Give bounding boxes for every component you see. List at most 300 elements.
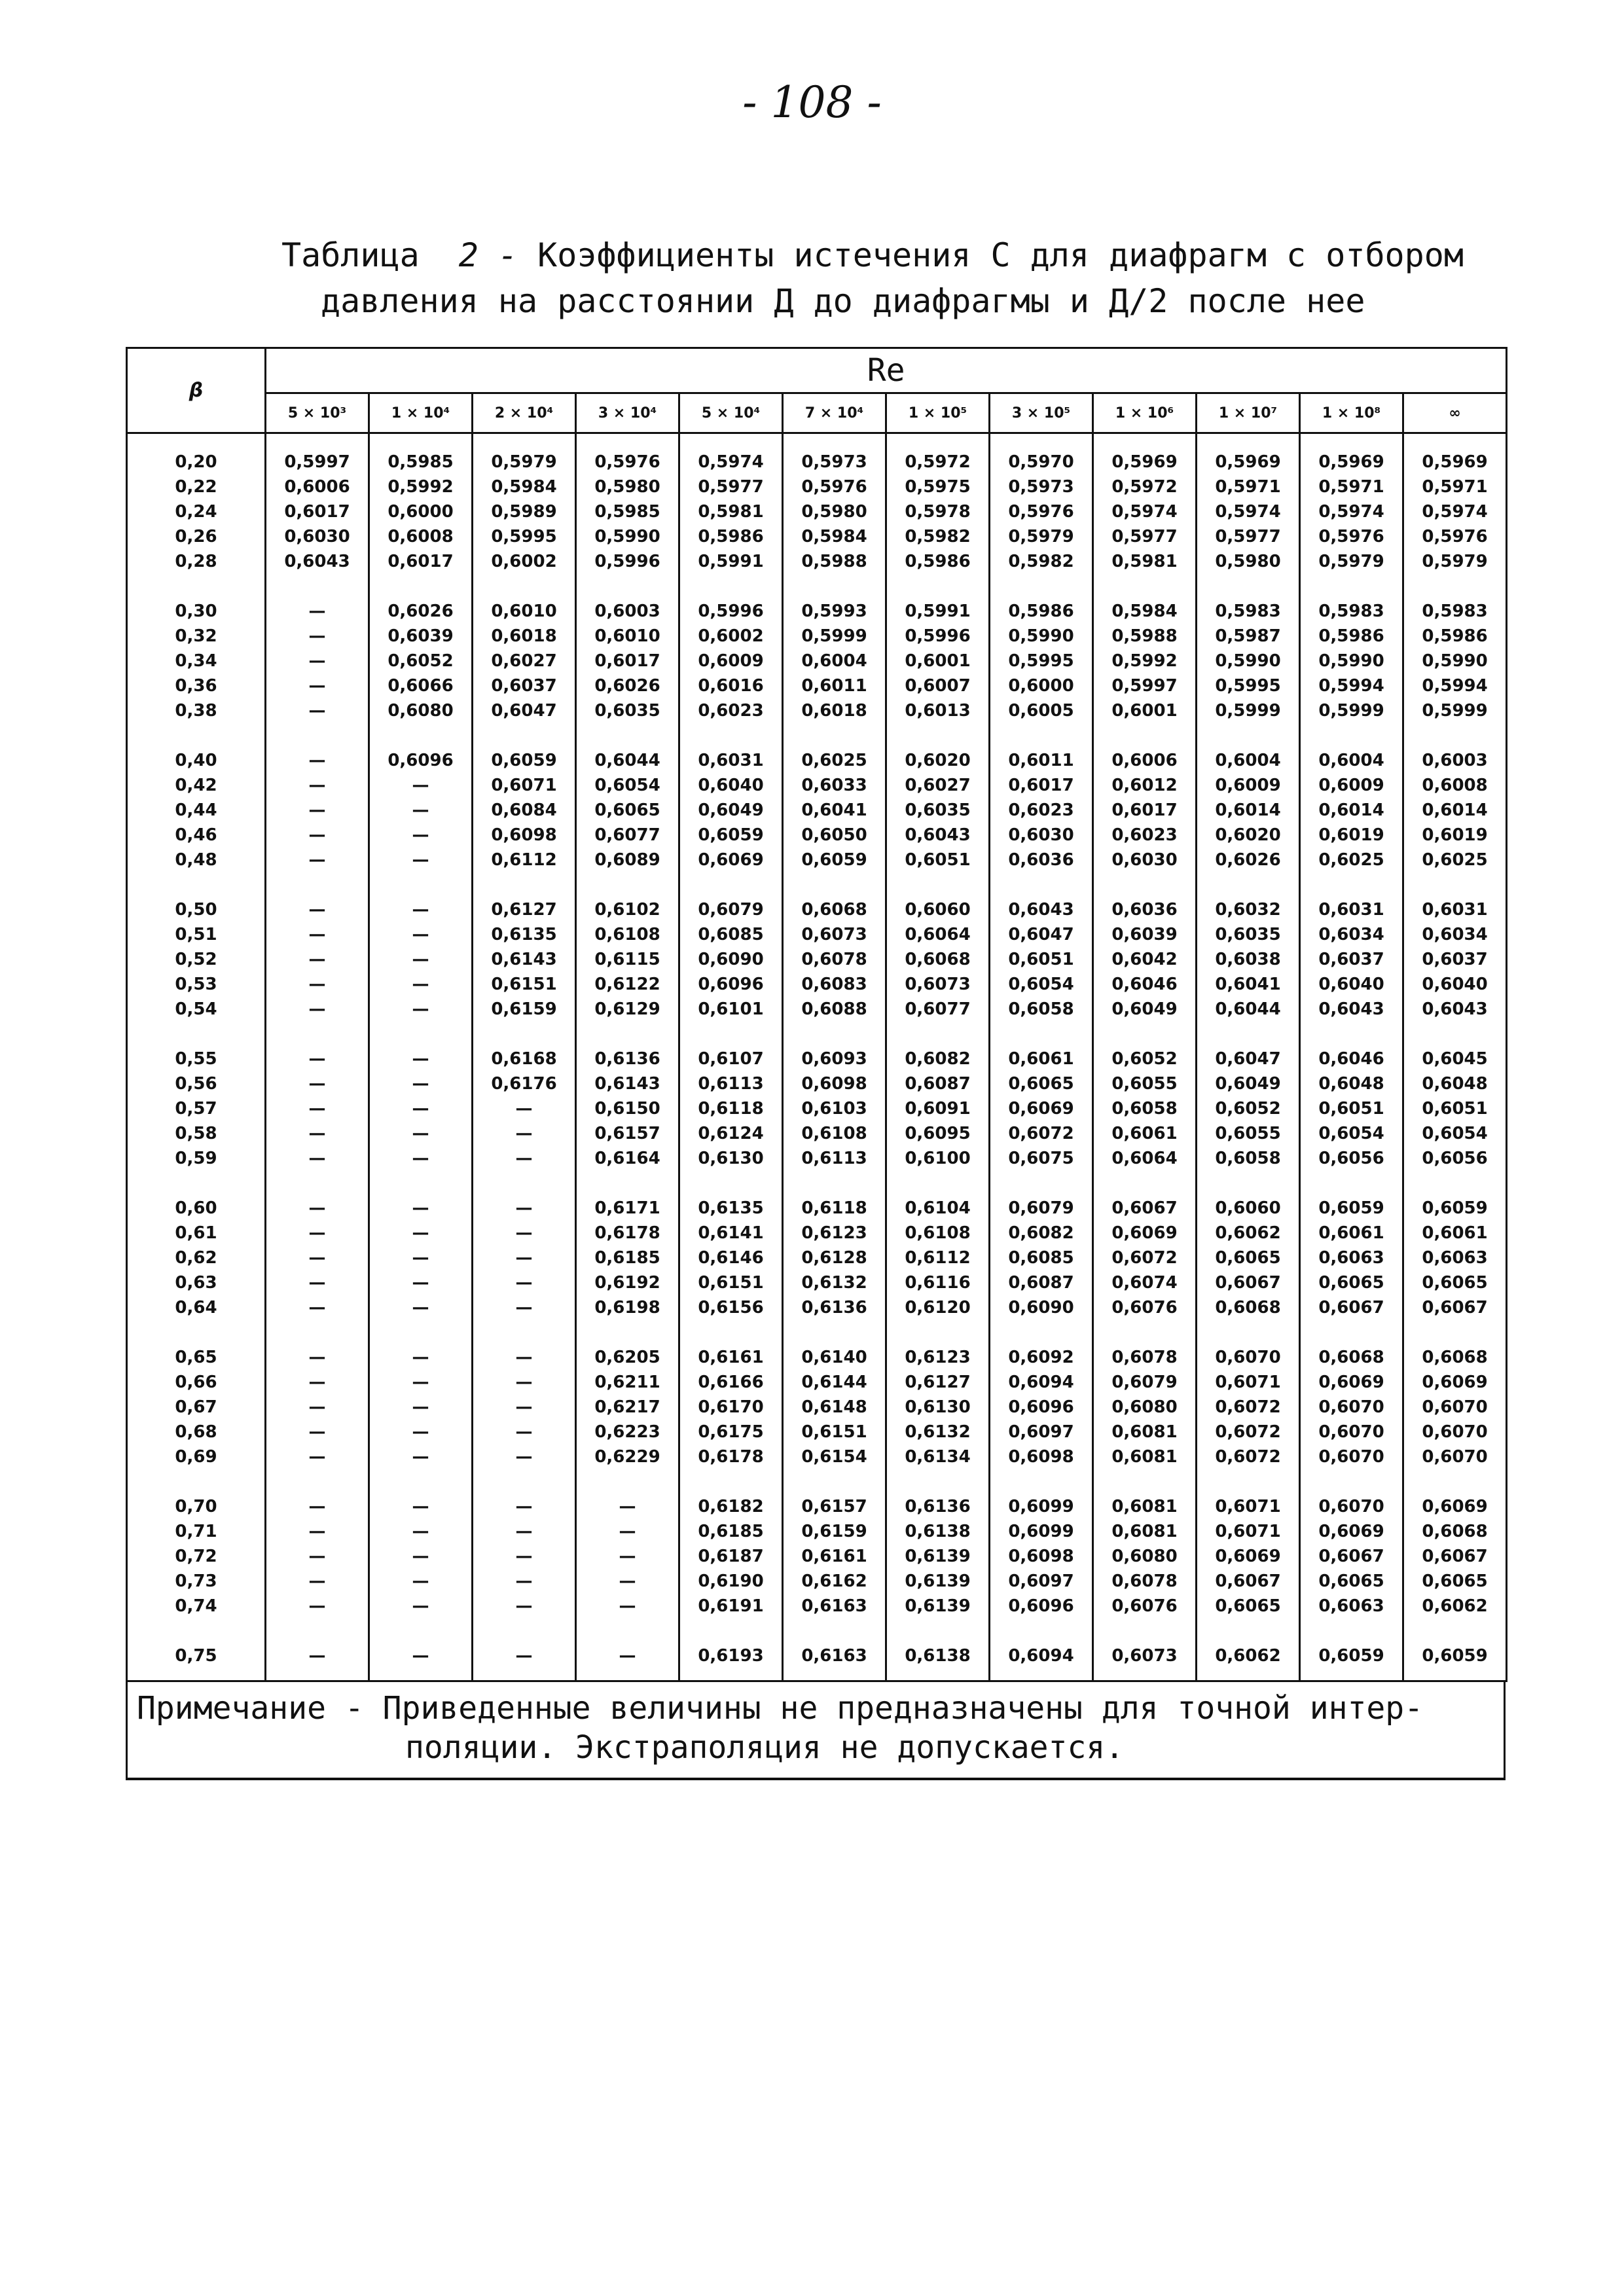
coefficient-cell: — <box>369 1071 473 1096</box>
coefficient-cell: 0,6047 <box>473 698 576 723</box>
coefficient-cell: 0,6166 <box>679 1370 783 1395</box>
coefficient-cell: — <box>473 1146 576 1171</box>
coefficient-cell: 0,6107 <box>679 1022 783 1071</box>
coefficient-cell: 0,5974 <box>1093 499 1197 524</box>
coefficient-cell: 0,6007 <box>886 673 990 698</box>
coefficient-cell: 0,6019 <box>1300 823 1403 848</box>
coefficient-cell: 0,5983 <box>1197 574 1300 624</box>
beta-cell: 0,56 <box>127 1071 266 1096</box>
table-row <box>127 649 1507 673</box>
coefficient-cell: 0,5996 <box>886 624 990 649</box>
coefficient-cell: 0,6034 <box>1403 922 1507 947</box>
coefficient-cell: 0,5969 <box>1093 433 1197 475</box>
coefficient-cell: 0,6054 <box>1300 1121 1403 1146</box>
coefficient-cell: 0,6065 <box>1403 1569 1507 1594</box>
coefficient-cell: — <box>266 673 369 698</box>
coefficient-cell: 0,5999 <box>1197 698 1300 723</box>
coefficient-cell: 0,6067 <box>1197 1270 1300 1295</box>
table-row <box>127 1519 1507 1544</box>
coefficient-cell: 0,6040 <box>1300 972 1403 997</box>
coefficient-cell: 0,6017 <box>369 549 473 574</box>
coefficient-cell: 0,6058 <box>1093 1096 1197 1121</box>
coefficient-cell: — <box>473 1320 576 1370</box>
coefficient-cell: — <box>266 1544 369 1569</box>
coefficient-cell: 0,6061 <box>990 1022 1093 1071</box>
coefficient-cell: 0,6059 <box>783 848 886 872</box>
coefficient-cell: 0,6171 <box>576 1171 679 1221</box>
coefficient-cell: 0,6026 <box>369 574 473 624</box>
coefficient-cell: 0,6124 <box>679 1121 783 1146</box>
beta-cell: 0,74 <box>127 1594 266 1619</box>
coefficient-cell: 0,5979 <box>990 524 1093 549</box>
coefficient-cell: 0,6075 <box>990 1146 1093 1171</box>
coefficient-cell: 0,6070 <box>1403 1420 1507 1444</box>
coefficient-cell: 0,6016 <box>679 673 783 698</box>
coefficient-cell: 0,5969 <box>1403 433 1507 475</box>
coefficient-cell: 0,6046 <box>1093 972 1197 997</box>
table-row <box>127 1569 1507 1594</box>
table-row <box>127 1295 1507 1320</box>
table-row <box>127 1121 1507 1146</box>
coefficient-cell: 0,6065 <box>576 798 679 823</box>
coefficient-cell: 0,6002 <box>679 624 783 649</box>
beta-cell: 0,62 <box>127 1246 266 1270</box>
coefficient-cell: 0,6098 <box>473 823 576 848</box>
coefficient-cell: 0,6025 <box>1300 848 1403 872</box>
coefficient-cell: 0,5978 <box>886 499 990 524</box>
coefficient-cell: 0,6060 <box>1197 1171 1300 1221</box>
re-group-header: Re <box>266 348 1507 393</box>
coefficient-cell: 0,6191 <box>679 1594 783 1619</box>
coefficient-cell: 0,6063 <box>1403 1246 1507 1270</box>
re-column-header: 1 × 10⁸ <box>1300 393 1403 433</box>
beta-cell: 0,55 <box>127 1022 266 1071</box>
coefficient-cell: 0,6076 <box>1093 1594 1197 1619</box>
coefficient-cell: 0,6001 <box>886 649 990 673</box>
coefficient-cell: 0,6045 <box>1403 1022 1507 1071</box>
coefficient-cell: 0,6139 <box>886 1544 990 1569</box>
coefficient-cell: — <box>369 1420 473 1444</box>
coefficient-cell: 0,5997 <box>266 433 369 475</box>
coefficient-cell: 0,6026 <box>576 673 679 698</box>
coefficient-cell: 0,6031 <box>1403 872 1507 922</box>
beta-cell: 0,50 <box>127 872 266 922</box>
coefficient-cell: 0,6080 <box>1093 1395 1197 1420</box>
beta-cell: 0,70 <box>127 1469 266 1519</box>
coefficient-cell: 0,6082 <box>990 1221 1093 1246</box>
beta-cell: 0,26 <box>127 524 266 549</box>
coefficient-cell: 0,6018 <box>473 624 576 649</box>
coefficient-cell: 0,5992 <box>1093 649 1197 673</box>
coefficient-cell: 0,6089 <box>576 848 679 872</box>
coefficient-cell: — <box>473 1370 576 1395</box>
coefficient-cell: 0,5986 <box>886 549 990 574</box>
coefficient-cell: 0,6083 <box>783 972 886 997</box>
coefficient-cell: 0,6056 <box>1300 1146 1403 1171</box>
coefficient-cell: 0,6059 <box>1300 1619 1403 1681</box>
coefficient-cell: 0,6030 <box>1093 848 1197 872</box>
coefficient-cell: 0,6097 <box>990 1569 1093 1594</box>
coefficient-cell: 0,5995 <box>1197 673 1300 698</box>
coefficient-cell: 0,6050 <box>783 823 886 848</box>
coefficient-cell: 0,6025 <box>783 723 886 773</box>
coefficient-cell: 0,6123 <box>886 1320 990 1370</box>
coefficient-cell: 0,5972 <box>1093 475 1197 499</box>
coefficient-cell: — <box>266 1121 369 1146</box>
coefficient-cell: 0,6178 <box>576 1221 679 1246</box>
coefficient-cell: 0,6103 <box>783 1096 886 1121</box>
coefficient-cell: 0,6079 <box>990 1171 1093 1221</box>
coefficient-cell: — <box>369 1320 473 1370</box>
coefficient-cell: 0,6094 <box>990 1370 1093 1395</box>
coefficient-cell: 0,6127 <box>473 872 576 922</box>
coefficient-cell: 0,6063 <box>1300 1246 1403 1270</box>
coefficient-cell: — <box>266 574 369 624</box>
coefficient-cell: 0,6020 <box>1197 823 1300 848</box>
table-row <box>127 1270 1507 1295</box>
coefficient-cell: 0,6151 <box>473 972 576 997</box>
beta-cell: 0,22 <box>127 475 266 499</box>
table-row <box>127 1444 1507 1469</box>
coefficient-cell: — <box>369 1146 473 1171</box>
coefficient-cell: — <box>473 1519 576 1544</box>
coefficient-cell: 0,6003 <box>576 574 679 624</box>
coefficient-cell: 0,6023 <box>1093 823 1197 848</box>
coefficient-cell: 0,5994 <box>1300 673 1403 698</box>
coefficient-cell: — <box>266 848 369 872</box>
re-column-header: ∞ <box>1403 393 1507 433</box>
coefficient-cell: — <box>266 1444 369 1469</box>
coefficient-cell: 0,6059 <box>1403 1171 1507 1221</box>
table-row <box>127 773 1507 798</box>
coefficient-cell: 0,6067 <box>1197 1569 1300 1594</box>
coefficient-cell: 0,6143 <box>576 1071 679 1096</box>
coefficient-cell: 0,6017 <box>990 773 1093 798</box>
table-row <box>127 798 1507 823</box>
coefficient-cell: 0,6065 <box>990 1071 1093 1096</box>
coefficient-cell: 0,6136 <box>576 1022 679 1071</box>
coefficient-cell: 0,6144 <box>783 1370 886 1395</box>
coefficient-cell: 0,6136 <box>783 1295 886 1320</box>
coefficient-cell: 0,5990 <box>576 524 679 549</box>
coefficient-cell: 0,6076 <box>1093 1295 1197 1320</box>
coefficient-cell: 0,5976 <box>1300 524 1403 549</box>
coefficient-cell: 0,5969 <box>1197 433 1300 475</box>
coefficient-cell: — <box>369 1270 473 1295</box>
beta-cell: 0,71 <box>127 1519 266 1544</box>
coefficient-cell: 0,6069 <box>1197 1544 1300 1569</box>
coefficient-cell: 0,5982 <box>886 524 990 549</box>
coefficient-cell: 0,5971 <box>1300 475 1403 499</box>
coefficient-cell: 0,6000 <box>369 499 473 524</box>
coefficient-cell: — <box>266 922 369 947</box>
coefficient-cell: 0,6088 <box>783 997 886 1022</box>
coefficient-cell: 0,6098 <box>990 1544 1093 1569</box>
coefficient-cell: 0,6130 <box>886 1395 990 1420</box>
coefficient-cell: 0,6047 <box>1197 1022 1300 1071</box>
coefficient-cell: 0,6037 <box>473 673 576 698</box>
table-row <box>127 848 1507 872</box>
coefficient-cell: 0,5985 <box>369 433 473 475</box>
coefficient-cell: 0,6064 <box>1093 1146 1197 1171</box>
coefficient-cell: 0,6084 <box>473 798 576 823</box>
coefficient-cell: 0,6072 <box>1197 1444 1300 1469</box>
re-column-header-row <box>127 393 1507 433</box>
coefficient-cell: 0,5991 <box>679 549 783 574</box>
coefficient-cell: 0,6099 <box>990 1469 1093 1519</box>
coefficient-cell: 0,6023 <box>990 798 1093 823</box>
coefficient-cell: 0,6061 <box>1093 1121 1197 1146</box>
coefficient-cell: 0,6067 <box>1093 1171 1197 1221</box>
coefficient-cell: — <box>266 872 369 922</box>
table-row <box>127 1370 1507 1395</box>
coefficient-cell: 0,6030 <box>990 823 1093 848</box>
coefficient-cell: 0,6044 <box>1197 997 1300 1022</box>
coefficient-cell: — <box>473 1221 576 1246</box>
coefficient-cell: 0,6139 <box>886 1594 990 1619</box>
coefficient-cell: — <box>266 624 369 649</box>
coefficient-cell: 0,6154 <box>783 1444 886 1469</box>
coefficient-cell: 0,6062 <box>1403 1594 1507 1619</box>
coefficient-cell: 0,6068 <box>1403 1519 1507 1544</box>
coefficient-cell: 0,6014 <box>1197 798 1300 823</box>
coefficient-cell: 0,6135 <box>679 1171 783 1221</box>
coefficient-cell: 0,6023 <box>679 698 783 723</box>
beta-cell: 0,36 <box>127 673 266 698</box>
coefficient-cell: — <box>266 723 369 773</box>
coefficient-cell: 0,6041 <box>1197 972 1300 997</box>
coefficient-cell: 0,6113 <box>679 1071 783 1096</box>
coefficient-cell: 0,6091 <box>886 1096 990 1121</box>
coefficient-cell: 0,6099 <box>990 1519 1093 1544</box>
table-row <box>127 1420 1507 1444</box>
coefficient-cell: 0,6087 <box>990 1270 1093 1295</box>
coefficient-cell: — <box>266 1022 369 1071</box>
coefficient-cell: — <box>266 1096 369 1121</box>
coefficient-cell: 0,6006 <box>1093 723 1197 773</box>
coefficient-cell: 0,5995 <box>990 649 1093 673</box>
coefficient-cell: 0,6010 <box>473 574 576 624</box>
table-row <box>127 823 1507 848</box>
re-column-header: 2 × 10⁴ <box>473 393 576 433</box>
beta-cell: 0,67 <box>127 1395 266 1420</box>
coefficient-cell: 0,6039 <box>1093 922 1197 947</box>
coefficient-cell: 0,6080 <box>369 698 473 723</box>
table-caption <box>281 232 1512 324</box>
coefficient-cell: 0,6146 <box>679 1246 783 1270</box>
coefficient-cell: 0,5974 <box>1300 499 1403 524</box>
coefficient-cell: 0,6102 <box>576 872 679 922</box>
coefficient-cell: 0,6036 <box>990 848 1093 872</box>
beta-cell: 0,42 <box>127 773 266 798</box>
coefficient-cell: 0,6059 <box>1300 1171 1403 1221</box>
coefficient-cell: 0,6055 <box>1093 1071 1197 1096</box>
coefficient-cell: 0,6066 <box>369 673 473 698</box>
coefficient-cell: 0,6092 <box>990 1320 1093 1370</box>
beta-cell: 0,57 <box>127 1096 266 1121</box>
coefficient-cell: 0,6157 <box>783 1469 886 1519</box>
coefficient-cell: 0,6065 <box>1300 1270 1403 1295</box>
coefficient-cell: 0,6014 <box>1403 798 1507 823</box>
coefficient-cell: 0,5984 <box>1093 574 1197 624</box>
coefficient-cell: 0,6112 <box>886 1246 990 1270</box>
coefficient-cell: 0,6071 <box>473 773 576 798</box>
coefficient-cell: — <box>473 1395 576 1420</box>
coefficient-cell: 0,5994 <box>1403 673 1507 698</box>
coefficient-cell: 0,6032 <box>1197 872 1300 922</box>
coefficient-cell: 0,6198 <box>576 1295 679 1320</box>
coefficient-cell: 0,6006 <box>266 475 369 499</box>
coefficient-cell: 0,6009 <box>679 649 783 673</box>
coefficient-cell: 0,5988 <box>783 549 886 574</box>
coefficient-cell: 0,6151 <box>783 1420 886 1444</box>
coefficient-cell: 0,6027 <box>473 649 576 673</box>
coefficient-cell: 0,6031 <box>679 723 783 773</box>
coefficient-cell: — <box>576 1469 679 1519</box>
coefficient-cell: 0,6108 <box>886 1221 990 1246</box>
coefficient-cell: 0,6079 <box>1093 1370 1197 1395</box>
coefficient-cell: 0,6078 <box>1093 1569 1197 1594</box>
coefficient-cell: 0,6157 <box>576 1121 679 1146</box>
coefficient-cell: 0,6031 <box>1300 872 1403 922</box>
coefficient-cell: 0,6018 <box>783 698 886 723</box>
coefficient-cell: 0,6070 <box>1403 1395 1507 1420</box>
coefficient-cell: 0,5973 <box>783 433 886 475</box>
coefficient-cell: — <box>266 698 369 723</box>
coefficient-cell: — <box>266 997 369 1022</box>
coefficient-cell: 0,6068 <box>1300 1320 1403 1370</box>
coefficient-cell: 0,5984 <box>473 475 576 499</box>
coefficient-cell: 0,6052 <box>369 649 473 673</box>
coefficient-cell: 0,6035 <box>1197 922 1300 947</box>
coefficient-cell: 0,6217 <box>576 1395 679 1420</box>
coefficient-cell: 0,5997 <box>1093 673 1197 698</box>
coefficient-cell: — <box>266 972 369 997</box>
coefficient-cell: 0,6118 <box>783 1171 886 1221</box>
coefficient-cell: 0,6101 <box>679 997 783 1022</box>
beta-cell: 0,24 <box>127 499 266 524</box>
coefficient-cell: 0,6070 <box>1197 1320 1300 1370</box>
coefficient-cell: 0,5983 <box>1300 574 1403 624</box>
coefficient-cell: — <box>266 1619 369 1681</box>
coefficient-cell: 0,6061 <box>1300 1221 1403 1246</box>
coefficient-cell: 0,5999 <box>1403 698 1507 723</box>
coefficient-cell: — <box>266 1146 369 1171</box>
coefficient-cell: 0,6090 <box>990 1295 1093 1320</box>
coefficient-cell: 0,5977 <box>1197 524 1300 549</box>
beta-cell: 0,40 <box>127 723 266 773</box>
coefficient-cell: — <box>473 1444 576 1469</box>
coefficient-cell: — <box>369 1395 473 1420</box>
coefficient-cell: 0,6087 <box>886 1071 990 1096</box>
coefficient-cell: 0,6047 <box>990 922 1093 947</box>
coefficient-cell: 0,6004 <box>1300 723 1403 773</box>
coefficient-cell: — <box>473 1295 576 1320</box>
beta-cell: 0,63 <box>127 1270 266 1295</box>
beta-cell: 0,58 <box>127 1121 266 1146</box>
coefficient-cell: 0,5991 <box>886 574 990 624</box>
table-row <box>127 723 1507 773</box>
beta-cell: 0,66 <box>127 1370 266 1395</box>
coefficient-cell: 0,6123 <box>783 1221 886 1246</box>
coefficient-cell: 0,5969 <box>1300 433 1403 475</box>
coefficient-cell: 0,6071 <box>1197 1469 1300 1519</box>
coefficient-cell: 0,5992 <box>369 475 473 499</box>
coefficient-cell: 0,6049 <box>679 798 783 823</box>
coefficient-cell: 0,6116 <box>886 1270 990 1295</box>
coefficient-cell: 0,6070 <box>1300 1444 1403 1469</box>
coefficient-cell: 0,6141 <box>679 1221 783 1246</box>
coefficient-cell: 0,5999 <box>783 624 886 649</box>
coefficient-cell: 0,6004 <box>1197 723 1300 773</box>
coefficient-cell: 0,6175 <box>679 1420 783 1444</box>
coefficient-cell: 0,6077 <box>576 823 679 848</box>
coefficient-cell: 0,6081 <box>1093 1444 1197 1469</box>
coefficient-cell: 0,5974 <box>679 433 783 475</box>
beta-cell: 0,38 <box>127 698 266 723</box>
caption-label: Таблица <box>281 236 420 274</box>
coefficient-cell: 0,6094 <box>990 1619 1093 1681</box>
coefficient-cell: 0,6132 <box>783 1270 886 1295</box>
note-line2: поляции. Экстраполяция не допускается. <box>405 1729 1125 1766</box>
coefficient-cell: — <box>369 1171 473 1221</box>
coefficient-cell: 0,6009 <box>1300 773 1403 798</box>
coefficient-cell: 0,6070 <box>1403 1444 1507 1469</box>
coefficient-cell: 0,6118 <box>679 1096 783 1121</box>
coefficient-cell: 0,6135 <box>473 922 576 947</box>
coefficient-cell: 0,5973 <box>990 475 1093 499</box>
coefficient-cell: 0,6009 <box>1197 773 1300 798</box>
coefficient-cell: 0,6128 <box>783 1246 886 1270</box>
coefficient-cell: 0,6113 <box>783 1146 886 1171</box>
coefficient-cell: — <box>473 1544 576 1569</box>
coefficient-cell: 0,6051 <box>1300 1096 1403 1121</box>
coefficient-cell: — <box>369 922 473 947</box>
coefficient-cell: 0,5976 <box>783 475 886 499</box>
coefficient-cell: 0,6027 <box>886 773 990 798</box>
coefficient-cell: — <box>369 872 473 922</box>
coefficient-cell: 0,6082 <box>886 1022 990 1071</box>
coefficient-cell: 0,6019 <box>1403 823 1507 848</box>
coefficient-cell: 0,6072 <box>1093 1246 1197 1270</box>
coefficient-cell: 0,5987 <box>1197 624 1300 649</box>
beta-cell: 0,68 <box>127 1420 266 1444</box>
coefficient-cell: 0,6159 <box>783 1519 886 1544</box>
coefficient-cell: 0,6187 <box>679 1544 783 1569</box>
coefficient-cell: 0,6033 <box>783 773 886 798</box>
coefficient-cell: 0,6067 <box>1403 1295 1507 1320</box>
note-line1: Примечание - Приведенные величины не предназначены для точной интер- <box>137 1690 1424 1727</box>
table-row <box>127 922 1507 947</box>
coefficient-cell: 0,6122 <box>576 972 679 997</box>
coefficient-cell: 0,6085 <box>990 1246 1093 1270</box>
table-body <box>127 433 1507 1681</box>
coefficient-cell: 0,5979 <box>473 433 576 475</box>
re-column-header: 5 × 10³ <box>266 393 369 433</box>
coefficient-cell: 0,5988 <box>1093 624 1197 649</box>
coefficient-cell: 0,6073 <box>1093 1619 1197 1681</box>
re-column-header: 5 × 10⁴ <box>679 393 783 433</box>
coefficient-cell: 0,6042 <box>1093 947 1197 972</box>
coefficient-cell: 0,6070 <box>1300 1469 1403 1519</box>
coefficient-cell: 0,6048 <box>1300 1071 1403 1096</box>
table-row <box>127 1146 1507 1171</box>
coefficient-cell: — <box>266 1420 369 1444</box>
coefficient-cell: — <box>369 773 473 798</box>
coefficient-cell: — <box>266 798 369 823</box>
coefficient-cell: 0,5986 <box>1403 624 1507 649</box>
coefficient-cell: 0,6059 <box>473 723 576 773</box>
